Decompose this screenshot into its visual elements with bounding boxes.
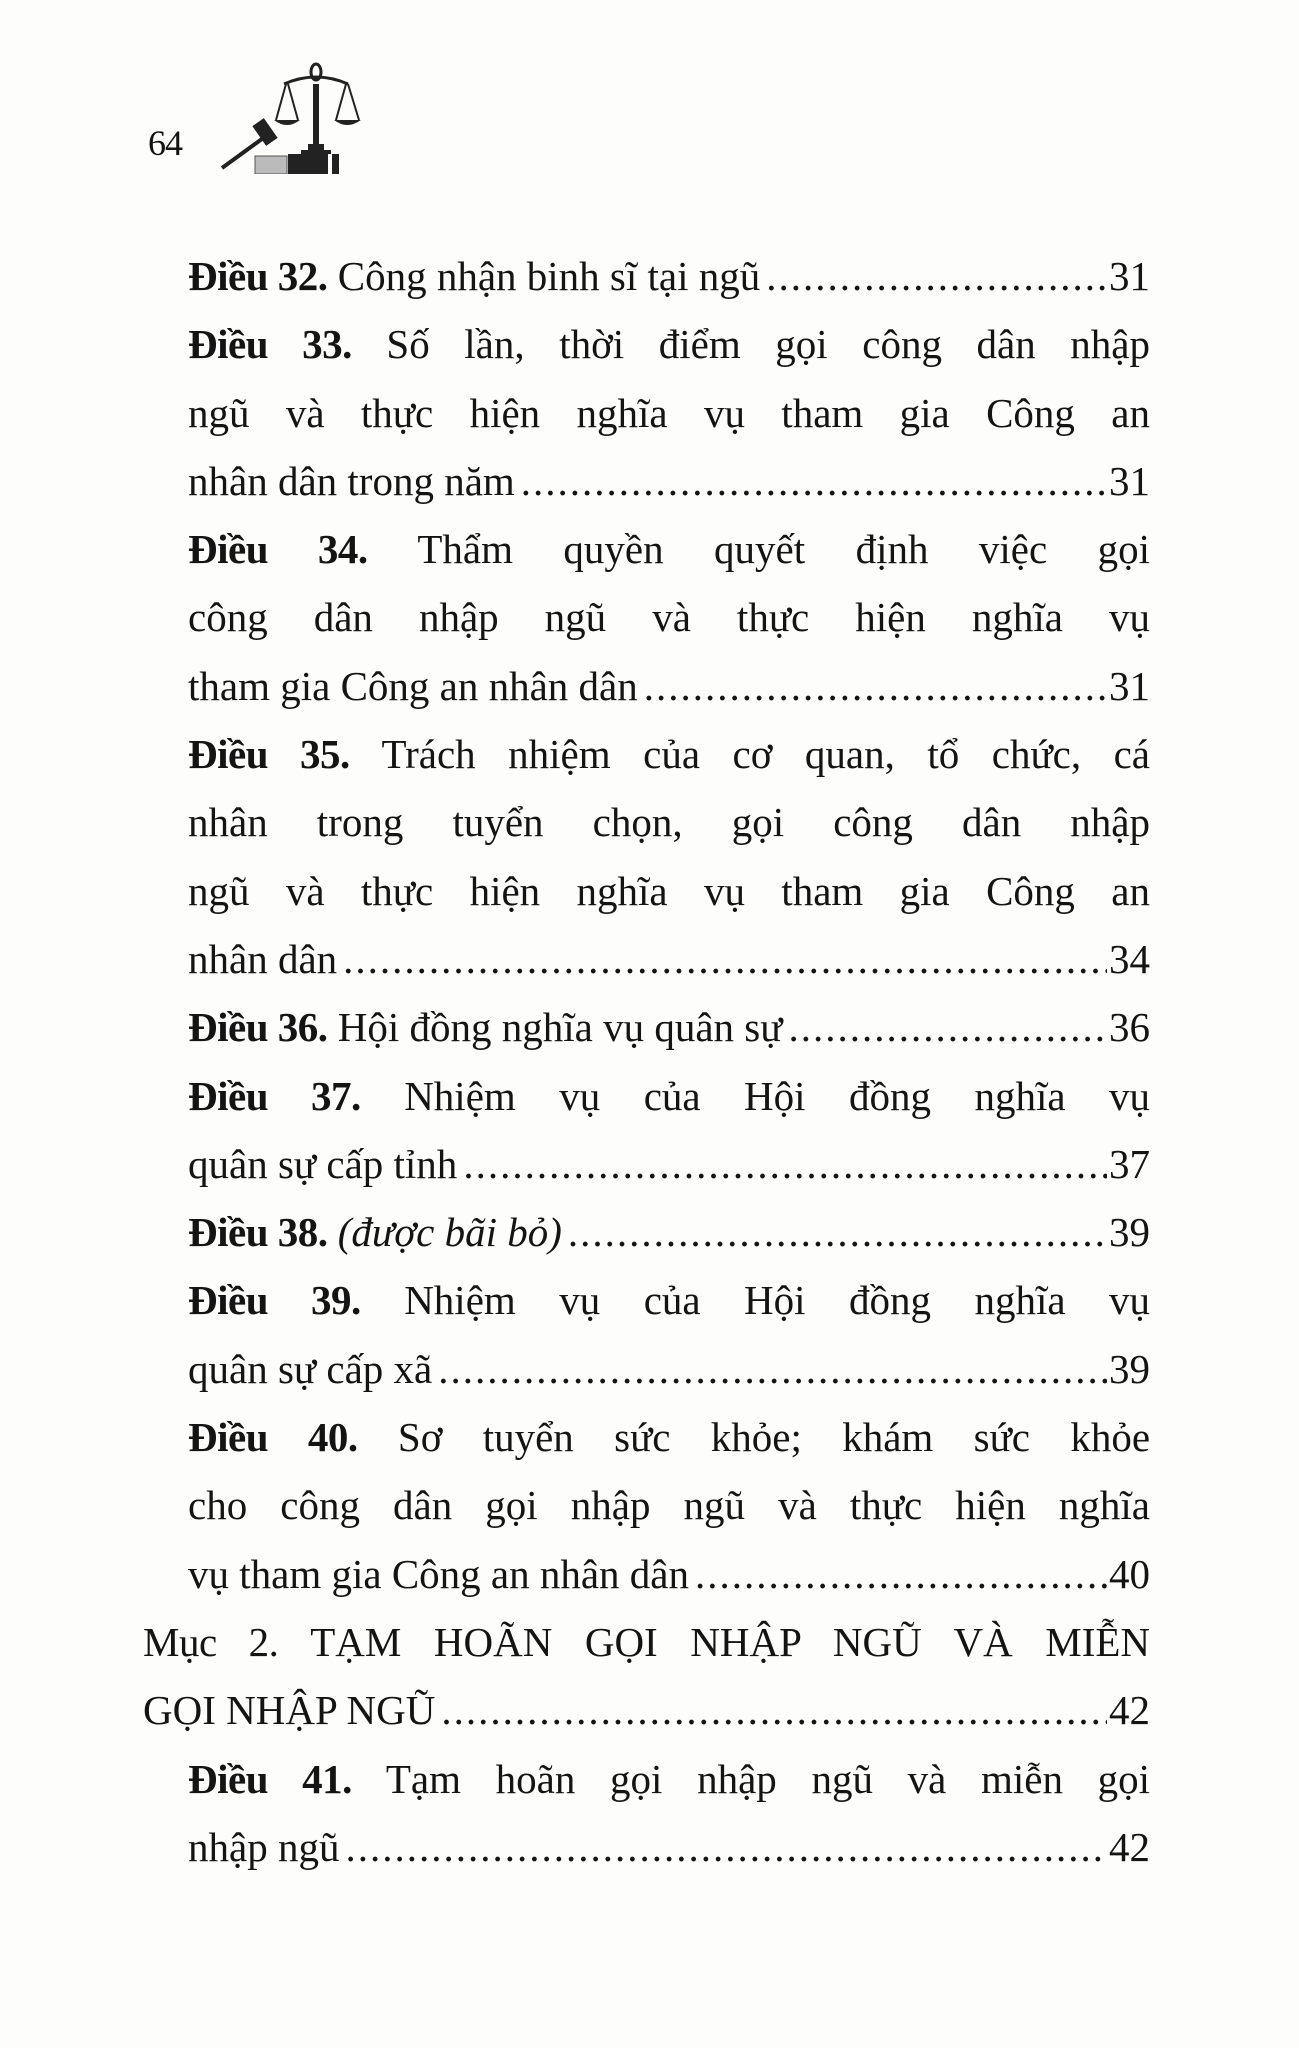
toc-entry-text-wrap — [188, 1414, 1150, 1460]
toc-entry-label: Điều 37. — [188, 1072, 361, 1119]
toc-page-number: 39 — [1109, 1209, 1150, 1256]
toc-entry-title: Nhiệm vụ của Hội đồng nghĩa vụ — [404, 1277, 1150, 1324]
toc-entry-text-wrap — [188, 1756, 1150, 1802]
toc-entry-line-with-page — [188, 242, 1150, 310]
toc-entry-line — [188, 379, 1150, 447]
toc-entry-label: Điều 34. — [188, 526, 368, 573]
dot-leader — [463, 1130, 1107, 1198]
toc-entry-text-wrap — [188, 1130, 457, 1198]
toc-entry-title: TẠM HOÃN GỌI NHẬP NGŨ VÀ MIỄN — [310, 1618, 1150, 1665]
toc-entry-title: vụ tham gia Công an nhân dân — [188, 1550, 690, 1597]
table-of-contents — [0, 242, 1299, 1881]
toc-entry-title: GỌI NHẬP NGŨ — [143, 1687, 436, 1734]
toc-entry-line-with-page — [188, 1130, 1150, 1198]
toc-entry-text-wrap — [188, 1813, 339, 1881]
toc-entry-line-with-page — [188, 1540, 1150, 1608]
dot-leader — [441, 1676, 1107, 1744]
toc-entry-text-wrap — [188, 993, 782, 1061]
toc-entry-line — [188, 1266, 1150, 1334]
dot-leader — [521, 447, 1107, 515]
toc-page-number: 39 — [1109, 1345, 1150, 1392]
toc-entry-label: Mục 2. — [143, 1618, 279, 1665]
dot-leader — [438, 1335, 1107, 1403]
toc-page-number: 31 — [1109, 253, 1150, 299]
toc-entry-title: nhập ngũ — [188, 1823, 340, 1870]
dot-leader — [343, 925, 1107, 993]
scales-of-justice-gavel-logo — [218, 62, 383, 174]
toc-entry-text-wrap — [188, 447, 515, 515]
toc-entry-text-wrap — [188, 799, 1150, 845]
toc-entry-line-with-page — [188, 1198, 1150, 1266]
toc-page-number: 34 — [1109, 935, 1150, 982]
toc-entry-text-wrap — [188, 526, 1150, 572]
toc-entry-text-wrap — [188, 1335, 432, 1403]
toc-entry-title: công dân nhập ngũ và thực hiện nghĩa vụ — [188, 594, 1150, 641]
toc-entry-line — [188, 1745, 1150, 1813]
toc-entry-title: quân sự cấp xã — [188, 1345, 433, 1392]
toc-entry-line — [188, 720, 1150, 788]
toc-entry-title: cho công dân gọi nhập ngũ và thực hiện nghĩa — [188, 1482, 1150, 1529]
toc-page-number: 42 — [1109, 1823, 1150, 1870]
toc-entry-text-wrap — [188, 731, 1150, 777]
toc-entry-line — [188, 1403, 1150, 1471]
toc-entry-title: tham gia Công an nhân dân — [188, 662, 638, 709]
toc-entry-label: Điều 39. — [188, 1277, 361, 1324]
toc-entry-line — [188, 310, 1150, 378]
toc-page-number: 31 — [1109, 457, 1150, 504]
toc-entry-text-wrap — [188, 390, 1150, 436]
toc-entry-title: Trách nhiệm của cơ quan, tổ chức, cá — [381, 731, 1150, 778]
toc-entry-title: Công nhận binh sĩ tại ngũ — [337, 253, 761, 299]
toc-page-number: 31 — [1109, 662, 1150, 709]
toc-entry-line — [143, 1608, 1150, 1676]
toc-entry-line-with-page — [188, 993, 1150, 1061]
dot-leader — [345, 1813, 1107, 1881]
toc-entry-text-wrap — [188, 925, 337, 993]
toc-entry-label: Điều 36. — [188, 1004, 328, 1051]
toc-entry-text-wrap — [188, 1277, 1150, 1323]
toc-entry-line-with-page — [188, 447, 1150, 515]
dot-leader — [788, 993, 1107, 1061]
toc-entry-text-wrap — [188, 594, 1150, 640]
toc-entry-text-wrap — [188, 1540, 689, 1608]
toc-entry-title: ngũ và thực hiện nghĩa vụ tham gia Công an — [188, 389, 1150, 436]
toc-entry-label: Điều 32. — [188, 253, 328, 299]
toc-entry-line-with-page — [188, 1335, 1150, 1403]
toc-entry-text-wrap — [188, 321, 1150, 367]
toc-entry-text-wrap — [143, 1676, 435, 1744]
toc-entry-text-wrap — [188, 242, 760, 310]
toc-entry-title: (được bãi bỏ) — [337, 1209, 562, 1256]
toc-page-number: 36 — [1109, 1004, 1150, 1051]
toc-entry-title: Tạm hoãn gọi nhập ngũ và miễn gọi — [385, 1755, 1150, 1802]
toc-entry-line-with-page — [143, 1676, 1150, 1744]
toc-entry-line — [188, 1062, 1150, 1130]
dot-leader — [766, 242, 1107, 310]
toc-entry-line — [188, 788, 1150, 856]
toc-entry-title: quân sự cấp tỉnh — [188, 1140, 458, 1187]
page-number: 64 — [148, 123, 182, 163]
toc-entry-line-with-page — [188, 925, 1150, 993]
toc-entry-line-with-page — [188, 652, 1150, 720]
toc-entry-title: nhân trong tuyển chọn, gọi công dân nhập — [188, 799, 1150, 846]
toc-page-number: 40 — [1109, 1550, 1150, 1597]
toc-entry-title: nhân dân trong năm — [188, 457, 515, 504]
toc-entry-label: Điều 41. — [188, 1755, 352, 1802]
toc-entry-title: Hội đồng nghĩa vụ quân sự — [337, 1004, 783, 1051]
toc-entry-line — [188, 583, 1150, 651]
toc-entry-text-wrap — [188, 868, 1150, 914]
toc-entry-text-wrap — [188, 652, 638, 720]
dot-leader — [644, 652, 1107, 720]
toc-entry-text-wrap — [143, 1619, 1150, 1665]
toc-entry-title: Số lần, thời điểm gọi công dân nhập — [386, 321, 1150, 368]
toc-entry-line-with-page — [188, 1813, 1150, 1881]
toc-page-number: 37 — [1109, 1140, 1150, 1187]
toc-entry-title: nhân dân — [188, 935, 338, 982]
toc-entry-title: Thẩm quyền quyết định việc gọi — [417, 526, 1150, 573]
toc-entry-text-wrap — [188, 1198, 562, 1266]
toc-page-number: 42 — [1109, 1687, 1150, 1734]
dot-leader — [695, 1540, 1107, 1608]
toc-entry-label: Điều 40. — [188, 1414, 358, 1461]
toc-entry-label: Điều 33. — [188, 321, 352, 368]
toc-entry-line — [188, 1471, 1150, 1539]
toc-entry-label: Điều 35. — [188, 731, 350, 778]
toc-entry-line — [188, 857, 1150, 925]
toc-entry-title: ngũ và thực hiện nghĩa vụ tham gia Công an — [188, 867, 1150, 914]
toc-entry-text-wrap — [188, 1073, 1150, 1119]
toc-entry-line — [188, 515, 1150, 583]
toc-entry-text-wrap — [188, 1482, 1150, 1528]
toc-entry-title: Sơ tuyển sức khỏe; khám sức khỏe — [397, 1414, 1150, 1461]
toc-entry-title: Nhiệm vụ của Hội đồng nghĩa vụ — [404, 1072, 1150, 1119]
toc-entry-label: Điều 38. — [188, 1209, 328, 1256]
dot-leader — [568, 1198, 1107, 1266]
